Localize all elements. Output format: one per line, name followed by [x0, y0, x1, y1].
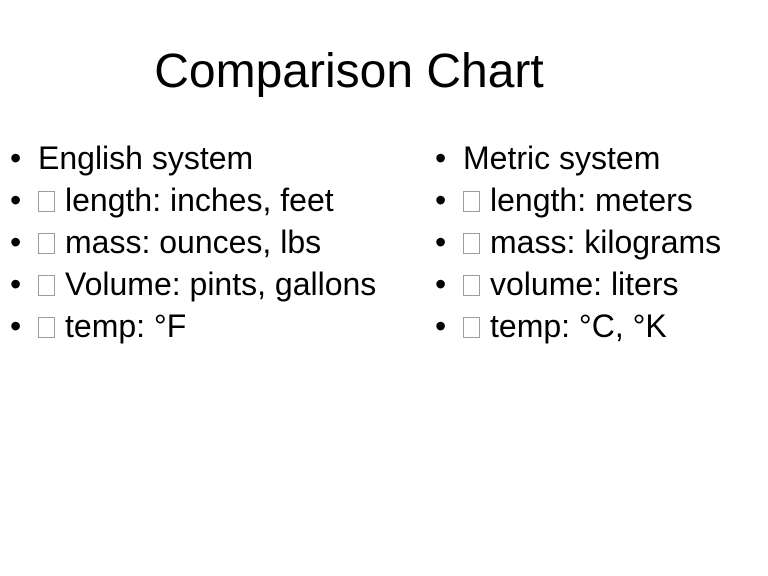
missing-glyph-box-icon — [38, 233, 55, 254]
bullet-marker-icon: • — [10, 308, 22, 344]
bullet-text: English system — [38, 140, 254, 176]
bullet-item — [10, 140, 382, 177]
bullet-text: volume: liters — [463, 266, 765, 303]
bullet-marker-icon: • — [435, 182, 447, 218]
bullet-marker-icon: • — [435, 140, 447, 176]
bullet-item — [435, 182, 765, 219]
bullet-marker-icon: • — [10, 224, 22, 260]
bullet-item — [10, 266, 382, 303]
bullet-item — [435, 140, 765, 177]
bullet-text: Volume: pints, gallons — [38, 266, 382, 303]
bullet-item — [10, 308, 382, 345]
bullet-marker-icon: • — [10, 266, 22, 302]
bullet-marker-icon: • — [435, 224, 447, 260]
bullet-marker-icon: • — [10, 182, 22, 218]
bullet-list-metric-system — [435, 140, 765, 345]
bullet-marker-icon: • — [435, 266, 447, 302]
missing-glyph-box-icon — [463, 275, 480, 296]
bullet-item — [435, 266, 765, 303]
missing-glyph-box-icon — [463, 233, 480, 254]
missing-glyph-box-icon — [463, 317, 480, 338]
bullet-text: mass: ounces, lbs — [38, 224, 382, 261]
missing-glyph-box-icon — [38, 317, 55, 338]
missing-glyph-box-icon — [463, 191, 480, 212]
missing-glyph-box-icon — [38, 191, 55, 212]
bullet-marker-icon: • — [10, 140, 22, 176]
bullet-marker-icon: • — [435, 308, 447, 344]
bullet-text: mass: kilograms — [463, 224, 765, 261]
missing-glyph-box-icon — [38, 275, 55, 296]
bullet-text: Metric system — [463, 140, 661, 176]
bullet-text: temp: °F — [38, 308, 382, 345]
slide-title: Comparison Chart — [154, 45, 544, 98]
bullet-list-english-system — [10, 140, 382, 345]
bullet-item — [10, 182, 382, 219]
bullet-text: length: inches, feet — [38, 182, 382, 219]
bullet-item — [435, 224, 765, 261]
bullet-item — [10, 224, 382, 261]
bullet-text: temp: °C, °K — [463, 308, 765, 345]
bullet-text: length: meters — [463, 182, 765, 219]
bullet-item — [435, 308, 765, 345]
